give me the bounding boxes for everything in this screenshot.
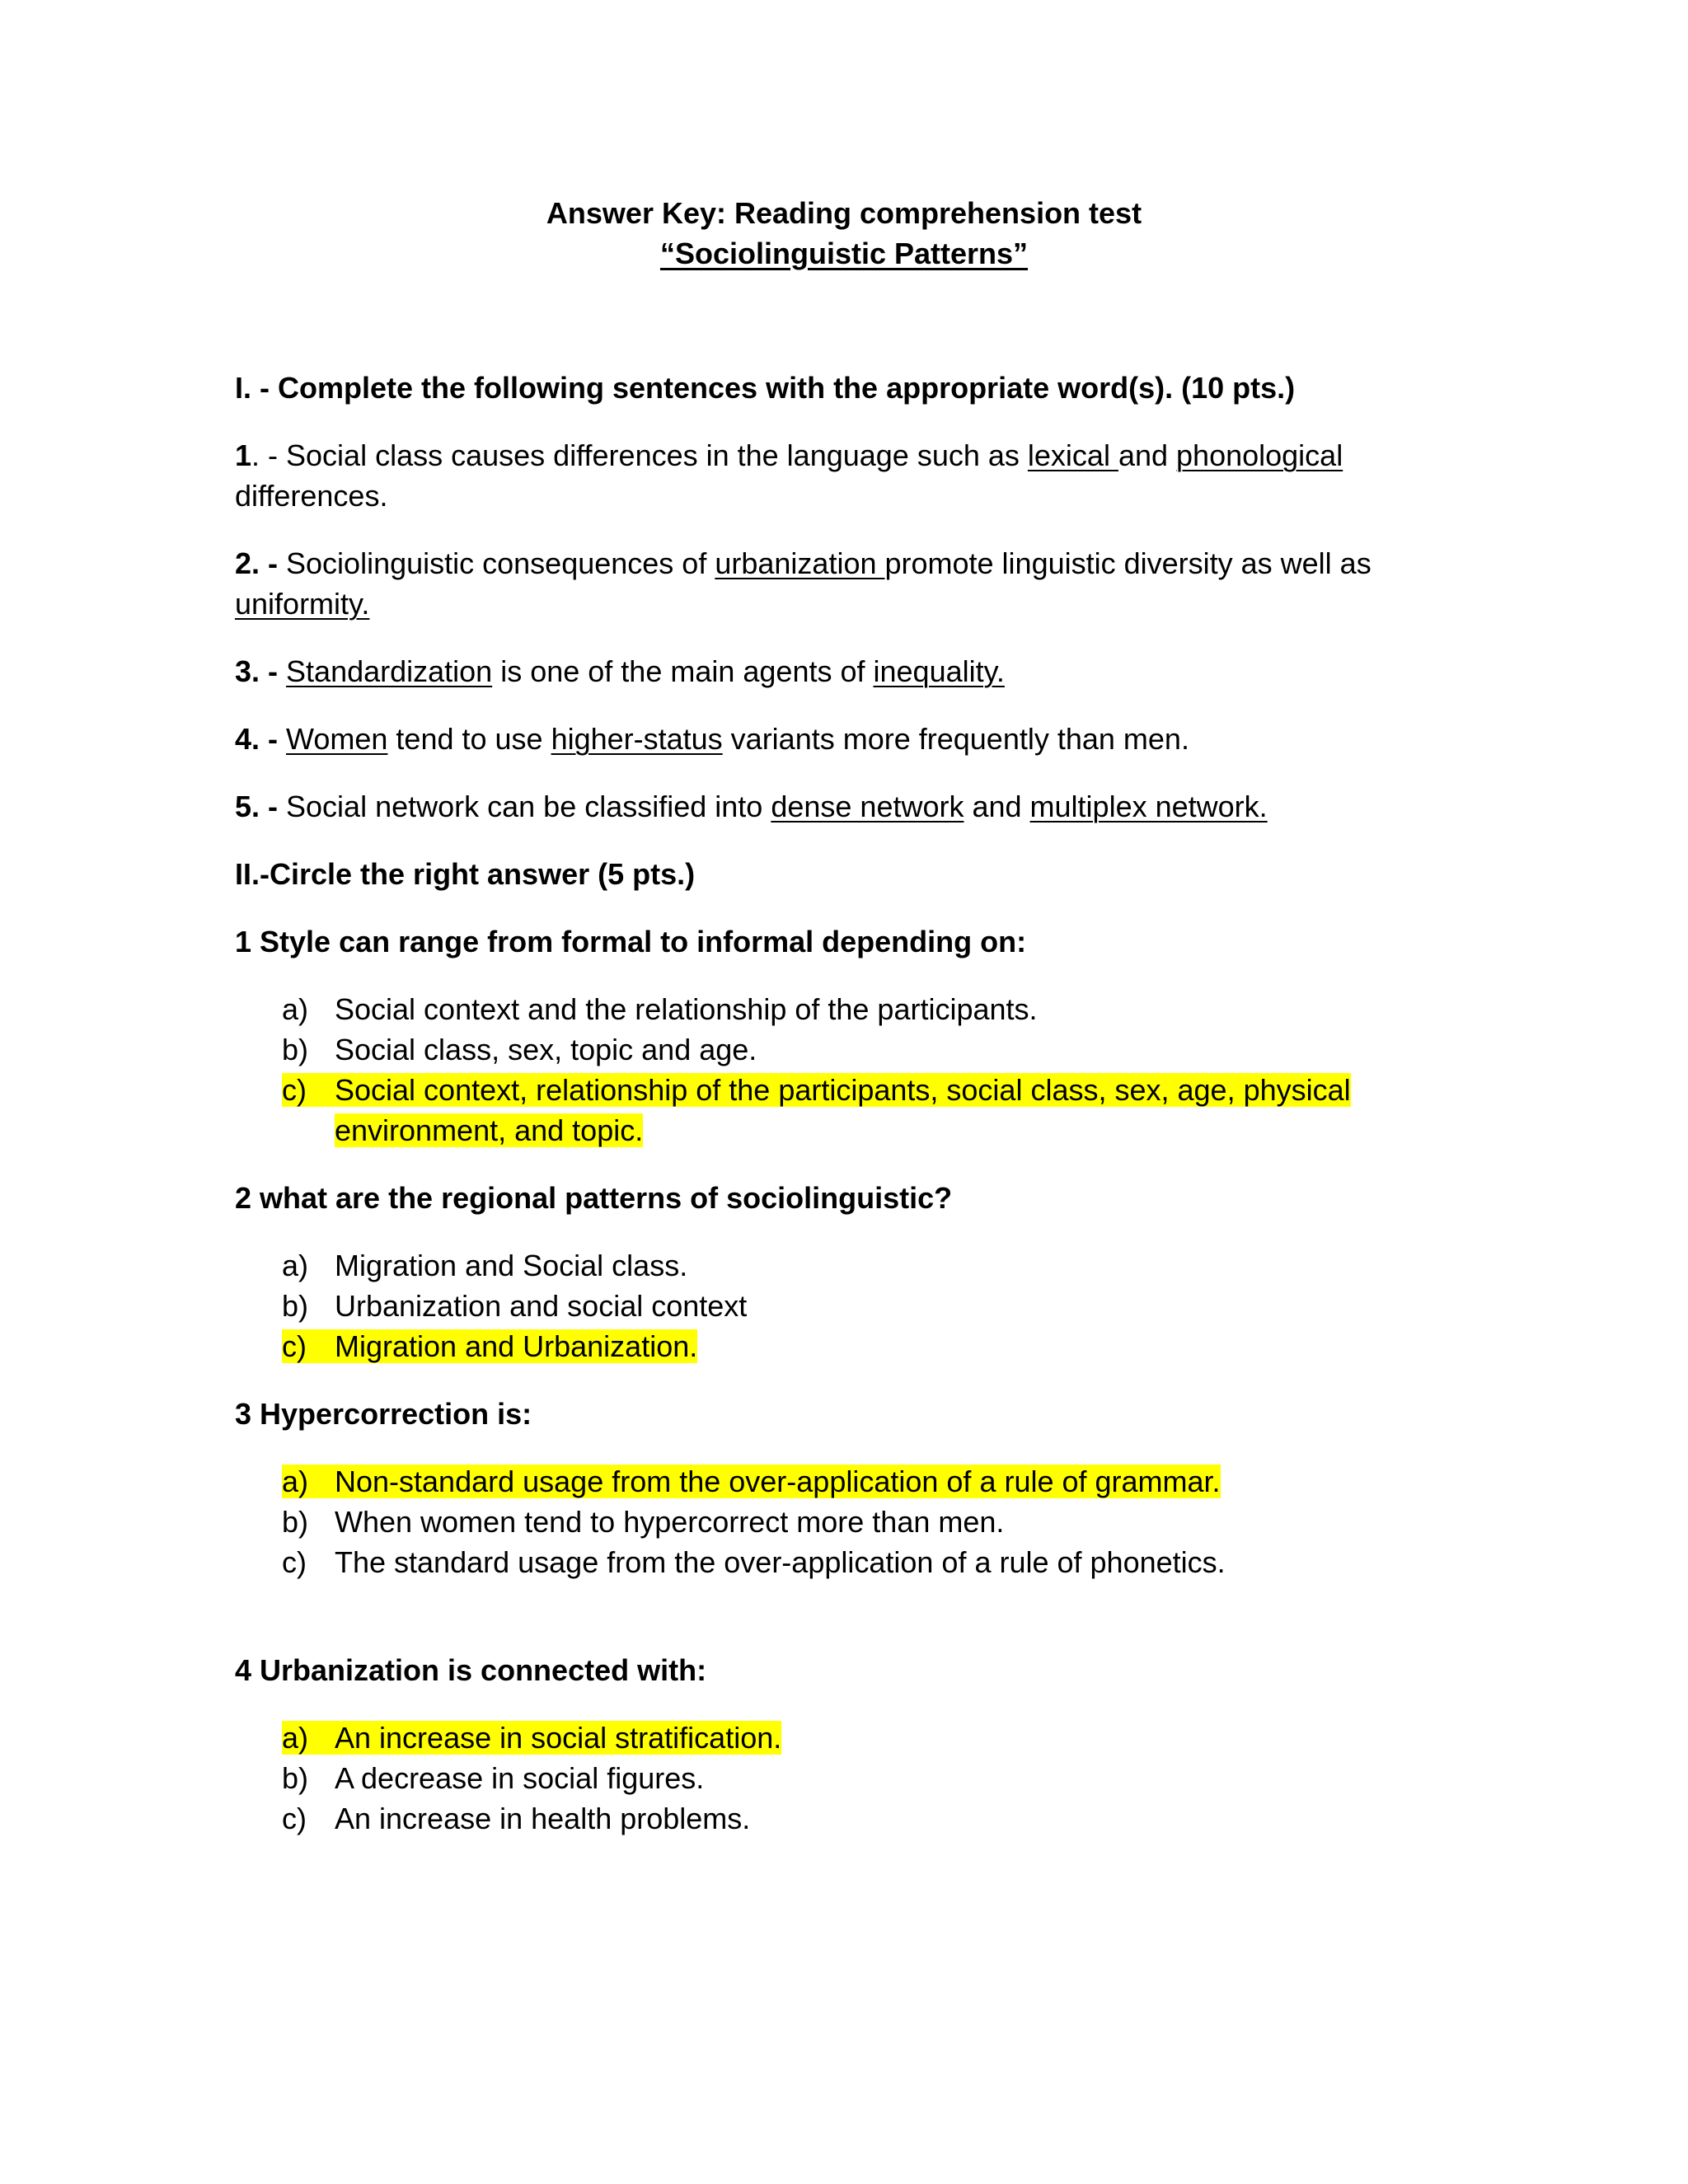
option-letter: b)	[282, 1505, 309, 1539]
option-text-continued: environment, and topic.	[335, 1113, 644, 1147]
s1-item-5-answer-2: multiplex network.	[1029, 790, 1268, 823]
option-text: An increase in social stratification.	[335, 1721, 782, 1755]
s2-q2-option-c-answer	[282, 1326, 697, 1366]
option-text: An increase in health problems.	[335, 1802, 751, 1835]
option-text: Social class, sex, topic and age.	[335, 1033, 757, 1066]
option-text: Non-standard usage from the over-application of a rule of grammar.	[335, 1465, 1221, 1498]
option-letter: a)	[282, 1465, 309, 1498]
s1-item-3-number: 3. -	[235, 654, 279, 688]
option-letter: a)	[282, 992, 309, 1026]
s1-item-4	[235, 719, 1189, 759]
option-letter: a)	[282, 1249, 309, 1282]
option-letter: c)	[282, 1073, 307, 1107]
option-letter: b)	[282, 1761, 309, 1795]
s1-item-2-number: 2. -	[235, 546, 279, 580]
s1-item-2-answer-1: urbanization	[715, 546, 885, 580]
option-letter: b)	[282, 1033, 309, 1066]
s1-item-4-text	[278, 722, 286, 756]
s2-q3-option-a-answer	[282, 1461, 1221, 1502]
option-text: A decrease in social figures.	[335, 1761, 705, 1795]
s1-item-4-answer-1: Women	[286, 722, 388, 756]
s1-item-4-text-end: variants more frequently than men.	[722, 722, 1189, 756]
s1-item-4-text-mid: tend to use	[387, 722, 551, 756]
s2-q2-option-a	[282, 1245, 687, 1286]
option-letter: c)	[282, 1802, 307, 1835]
option-text: The standard usage from the over-application of a rule of phonetics.	[335, 1545, 1226, 1579]
option-text: Social context, relationship of the participants, social class, sex, age, physical	[335, 1073, 1351, 1107]
s1-item-1-number: 1	[235, 438, 252, 472]
s2-question-1: 1 Style can range from formal to informal depending on:	[235, 925, 1027, 958]
s2-q1-option-c-continued	[335, 1110, 643, 1151]
s1-item-2-text: Sociolinguistic consequences of	[278, 546, 715, 580]
s2-q3-option-b	[282, 1502, 1004, 1542]
s1-item-3-text	[278, 654, 286, 688]
s1-item-2	[235, 543, 1372, 583]
s2-q4-option-b	[282, 1758, 704, 1798]
option-letter: a)	[282, 1721, 309, 1755]
s2-q1-option-c-answer	[282, 1070, 1351, 1110]
s1-item-3-text-mid: is one of the main agents of	[492, 654, 874, 688]
option-text: Migration and Social class.	[335, 1249, 688, 1282]
s1-item-3	[235, 651, 1005, 691]
s2-q4-option-c	[282, 1798, 750, 1839]
s1-item-1-text-mid: and	[1118, 438, 1177, 472]
s2-question-4: 4 Urbanization is connected with:	[235, 1653, 707, 1687]
section-1-heading: I. - Complete the following sentences with the appropriate word(s). (10 pts.)	[235, 371, 1296, 405]
s2-q2-option-b	[282, 1286, 747, 1326]
s1-item-1-continued: differences.	[235, 479, 388, 513]
option-letter: c)	[282, 1545, 307, 1579]
option-text: Urbanization and social context	[335, 1289, 748, 1323]
document-title: Answer Key: Reading comprehension test	[546, 196, 1142, 230]
s1-item-1-answer-2: phonological	[1176, 438, 1343, 472]
s1-item-5	[235, 786, 1268, 827]
option-letter: b)	[282, 1289, 309, 1323]
s1-item-5-text: Social network can be classified into	[278, 790, 771, 823]
s1-item-3-answer-2: inequality.	[873, 654, 1005, 688]
s2-q1-option-b	[282, 1029, 757, 1070]
s1-item-5-number: 5. -	[235, 790, 279, 823]
s2-question-3: 3 Hypercorrection is:	[235, 1397, 532, 1431]
document-subtitle: “Sociolinguistic Patterns”	[659, 237, 1029, 270]
s1-item-1-text: . - Social class causes differences in the language such as	[251, 438, 1028, 472]
option-letter: c)	[282, 1329, 307, 1363]
s1-item-4-answer-2: higher-status	[551, 722, 723, 756]
s2-q3-option-c	[282, 1542, 1226, 1582]
s1-item-3-answer-1: Standardization	[286, 654, 493, 688]
document-header	[0, 193, 1688, 274]
option-text: Migration and Urbanization.	[335, 1329, 698, 1363]
section-2-heading: II.-Circle the right answer (5 pts.)	[235, 857, 696, 891]
s1-item-4-number: 4. -	[235, 722, 279, 756]
s2-q4-option-a-answer	[282, 1718, 781, 1758]
option-text: Social context and the relationship of the participants.	[335, 992, 1038, 1026]
s1-item-2-text-mid: promote linguistic diversity as well as	[884, 546, 1372, 580]
option-text: When women tend to hypercorrect more than men.	[335, 1505, 1005, 1539]
s2-question-2: 2 what are the regional patterns of sociolinguistic?	[235, 1181, 953, 1215]
s1-item-2-answer-2: uniformity.	[235, 587, 370, 621]
s1-item-1	[235, 435, 1343, 476]
s2-q1-option-a	[282, 989, 1038, 1029]
s1-item-5-answer-1: dense network	[771, 790, 964, 823]
s1-item-5-text-mid: and	[964, 790, 1030, 823]
s1-item-1-answer-1: lexical	[1027, 438, 1118, 472]
